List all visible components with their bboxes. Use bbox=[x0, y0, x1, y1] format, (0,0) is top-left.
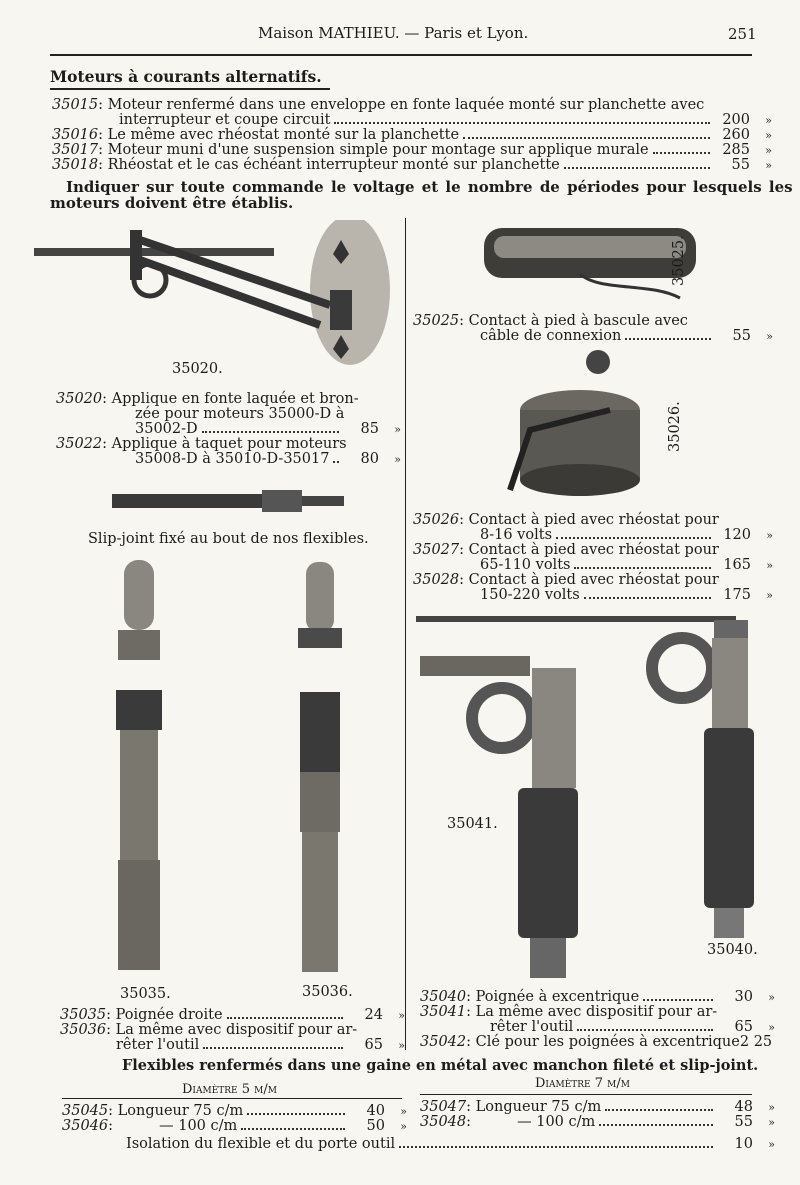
list-item: 35017 : Moteur muni d'une suspension simple pour montage sur applique murale 285 » bbox=[52, 142, 772, 158]
ref-number: 35017 bbox=[52, 142, 99, 158]
item-text: rêter l'outil bbox=[490, 1019, 574, 1035]
item-price: 30 bbox=[734, 989, 753, 1005]
list-item bbox=[56, 407, 401, 422]
flex-rule-left bbox=[62, 1098, 402, 1099]
price-mark: » bbox=[394, 423, 401, 436]
leader-dots bbox=[584, 596, 711, 599]
price-mark: » bbox=[765, 129, 772, 142]
contact-35025-entry bbox=[413, 314, 773, 344]
applique-list bbox=[56, 392, 401, 467]
item-price: 65 bbox=[364, 1037, 383, 1053]
leader-dots bbox=[227, 1016, 343, 1019]
column-divider bbox=[405, 218, 406, 1050]
item-text: — 100 c/m bbox=[517, 1114, 596, 1130]
price-mark: » bbox=[398, 1009, 405, 1022]
list-item: 35042 : Clé pour les poignées à excentrique 2 25 bbox=[420, 1034, 773, 1050]
leader-dots bbox=[463, 136, 710, 139]
list-item bbox=[52, 113, 772, 128]
item-text: Rhéostat et le cas échéant interrupteur monté sur planchette bbox=[107, 157, 560, 173]
list-item bbox=[420, 1020, 775, 1035]
item-text: Moteur muni d'une suspension simple pour montage sur applique murale bbox=[107, 142, 649, 158]
item-price: 200 bbox=[722, 112, 750, 128]
fig-35035-label: 35035. bbox=[120, 986, 171, 1002]
fig-35041-label: 35041. bbox=[447, 816, 498, 832]
item-text: Contact à pied avec rhéostat pour bbox=[468, 572, 719, 588]
item-text: Applique en fonte laquée et bron- bbox=[111, 391, 359, 407]
order-note-line2: moteurs doivent être établis. bbox=[50, 194, 294, 212]
list-item: 35040 : Poignée à excentrique 30 » bbox=[420, 989, 775, 1005]
poignee-right-list bbox=[420, 990, 775, 1050]
item-text: câble de connexion bbox=[480, 328, 622, 344]
item-price: 120 bbox=[723, 527, 751, 543]
item-text: 35008-D à 35010-D-35017 bbox=[135, 451, 330, 467]
ref-number: 35022 bbox=[56, 436, 103, 452]
item-price: 10 bbox=[734, 1136, 753, 1152]
leader-dots bbox=[564, 166, 710, 169]
list-item: 35036 : La même avec dispositif pour ar- bbox=[60, 1022, 358, 1038]
leader-dots bbox=[574, 566, 711, 569]
list-item: 35045 : Longueur 75 c/m 40 » bbox=[62, 1103, 407, 1119]
list-item: 35015 : Moteur renfermé dans une enveloppe en fonte laquée monté sur planchette avec bbox=[52, 97, 705, 113]
price-mark: » bbox=[400, 1105, 407, 1118]
leader-dots bbox=[241, 1127, 345, 1130]
item-price: 55 bbox=[731, 157, 750, 173]
fig-35040-label: 35040. bbox=[707, 942, 758, 958]
section-heading-underline bbox=[50, 88, 330, 90]
price-mark: » bbox=[768, 1138, 775, 1151]
price-mark: » bbox=[768, 1116, 775, 1129]
item-price: 55 bbox=[734, 1114, 753, 1130]
leader-dots bbox=[202, 430, 339, 433]
list-item: 35048 : — 100 c/m 55 » bbox=[420, 1114, 775, 1130]
page-number: 251 bbox=[728, 25, 757, 43]
ref-number: 35015 bbox=[52, 97, 99, 113]
leader-dots bbox=[334, 121, 710, 124]
order-note-line1: Indiquer sur toute commande le voltage et le nombre de périodes pour lesquels les bbox=[66, 178, 793, 196]
list-item bbox=[126, 1137, 775, 1152]
item-text: 150-220 volts bbox=[480, 587, 580, 603]
leader-dots bbox=[247, 1112, 345, 1115]
flex-rule-right bbox=[420, 1094, 752, 1095]
ref-number: 35041 bbox=[420, 1004, 467, 1020]
ref-number: 35035 bbox=[60, 1007, 107, 1023]
page-header-title: Maison MATHIEU. — Paris et Lyon. bbox=[258, 24, 529, 42]
slip-joint-illustration bbox=[110, 488, 350, 518]
item-text: rêter l'outil bbox=[116, 1037, 200, 1053]
item-price: 2 25 bbox=[739, 1034, 773, 1050]
list-item: 35028 : Contact à pied avec rhéostat pour bbox=[413, 572, 719, 588]
poignee-35035-illustration bbox=[110, 560, 170, 980]
price-mark: » bbox=[400, 1120, 407, 1133]
item-price: 85 bbox=[360, 421, 379, 437]
ref-number: 35018 bbox=[52, 157, 99, 173]
price-mark: » bbox=[766, 589, 773, 602]
list-item bbox=[56, 422, 401, 437]
leader-dots bbox=[653, 151, 710, 154]
item-text: Longueur 75 c/m bbox=[117, 1103, 244, 1119]
ref-number: 35048 bbox=[420, 1114, 467, 1130]
item-text: interrupteur et coupe circuit bbox=[119, 112, 331, 128]
price-mark: » bbox=[768, 991, 775, 1004]
ref-number: 35047 bbox=[420, 1099, 467, 1115]
poignee-excentrique-illustration bbox=[414, 608, 754, 988]
item-price: 165 bbox=[723, 557, 751, 573]
leader-dots bbox=[643, 998, 713, 1001]
list-item: 35018 : Rhéostat et le cas échéant interrupteur monté sur planchette 55 » bbox=[52, 157, 772, 173]
list-item bbox=[413, 588, 773, 603]
item-text: Le même avec rhéostat monté sur la planchette bbox=[107, 127, 460, 143]
flexibles-heading: Flexibles renfermés dans une gaine en métal avec manchon fileté et slip-joint. bbox=[122, 1057, 759, 1074]
ref-number: 35020 bbox=[56, 391, 103, 407]
leader-dots bbox=[577, 1028, 713, 1031]
price-mark: » bbox=[394, 453, 401, 466]
motor-list bbox=[52, 98, 772, 173]
item-text: Contact à pied avec rhéostat pour bbox=[468, 512, 719, 528]
price-mark: » bbox=[766, 330, 773, 343]
list-item bbox=[413, 558, 773, 573]
list-item: 35035 : Poignée droite 24 » bbox=[60, 1007, 405, 1023]
item-price: 285 bbox=[722, 142, 750, 158]
item-text: La même avec dispositif pour ar- bbox=[115, 1022, 358, 1038]
ref-number: 35016 bbox=[52, 127, 99, 143]
list-item: 35041 : La même avec dispositif pour ar- bbox=[420, 1004, 718, 1020]
price-mark: » bbox=[768, 1101, 775, 1114]
item-price: 40 bbox=[366, 1103, 385, 1119]
item-text: Applique à taquet pour moteurs bbox=[111, 436, 347, 452]
item-price: 48 bbox=[734, 1099, 753, 1115]
leader-dots bbox=[556, 536, 711, 539]
item-text: Moteur renfermé dans une enveloppe en fonte laquée monté sur planchette avec bbox=[107, 97, 705, 113]
leader-dots bbox=[605, 1108, 713, 1111]
ref-number: 35027 bbox=[413, 542, 460, 558]
list-item: 35016 : Le même avec rhéostat monté sur la planchette 260 » bbox=[52, 127, 772, 143]
section-heading-moteurs: Moteurs à courants alternatifs. bbox=[50, 67, 322, 86]
price-mark: » bbox=[398, 1039, 405, 1052]
contact-rheostat-list bbox=[413, 513, 773, 603]
ref-number: 35036 bbox=[60, 1022, 107, 1038]
ref-number: 35045 bbox=[62, 1103, 109, 1119]
poignee-left-list bbox=[60, 1008, 405, 1053]
fig-35026-label: 35026. bbox=[667, 401, 683, 452]
item-text: Contact à pied à bascule avec bbox=[468, 313, 688, 329]
item-price: 65 bbox=[734, 1019, 753, 1035]
list-item: 35022 : Applique à taquet pour moteurs bbox=[56, 436, 347, 452]
list-item bbox=[60, 1038, 405, 1053]
item-text: Poignée droite bbox=[115, 1007, 223, 1023]
price-mark: » bbox=[765, 144, 772, 157]
flex-left-list bbox=[62, 1104, 407, 1134]
ref-number: 35028 bbox=[413, 572, 460, 588]
item-price: 260 bbox=[722, 127, 750, 143]
item-text: Poignée à excentrique bbox=[475, 989, 640, 1005]
ref-number: 35042 bbox=[420, 1034, 467, 1050]
price-mark: » bbox=[766, 559, 773, 572]
leader-dots bbox=[399, 1145, 713, 1148]
list-item: 35020 : Applique en fonte laquée et bron- bbox=[56, 391, 359, 407]
list-item: 35025 : Contact à pied à bascule avec bbox=[413, 313, 688, 329]
item-text: 8-16 volts bbox=[480, 527, 553, 543]
item-price: 175 bbox=[723, 587, 751, 603]
item-text: Isolation du flexible et du porte outil bbox=[126, 1136, 396, 1152]
fig-35020-label: 35020. bbox=[172, 361, 223, 377]
leader-dots bbox=[599, 1123, 713, 1126]
price-mark: » bbox=[768, 1021, 775, 1034]
price-mark: » bbox=[765, 159, 772, 172]
fig-35036-label: 35036. bbox=[302, 984, 353, 1000]
list-item: 35026 : Contact à pied avec rhéostat pour bbox=[413, 512, 719, 528]
item-text: — 100 c/m bbox=[159, 1118, 238, 1134]
ref-number: 35046 bbox=[62, 1118, 109, 1134]
item-price: 55 bbox=[732, 328, 751, 344]
fig-35025-label: 35025. bbox=[671, 235, 687, 286]
item-text: zée pour moteurs 35000-D à bbox=[135, 406, 345, 422]
item-text: La même avec dispositif pour ar- bbox=[475, 1004, 718, 1020]
item-price: 80 bbox=[360, 451, 379, 467]
ref-number: 35040 bbox=[420, 989, 467, 1005]
list-item: 35027 : Contact à pied avec rhéostat pour bbox=[413, 542, 719, 558]
item-price: 24 bbox=[364, 1007, 383, 1023]
item-text: Clé pour les poignées à excentrique bbox=[475, 1034, 740, 1050]
item-price: 50 bbox=[366, 1118, 385, 1134]
applique-35020-illustration bbox=[30, 220, 390, 380]
item-text: Contact à pied avec rhéostat pour bbox=[468, 542, 719, 558]
header-rule bbox=[50, 54, 752, 56]
list-item: 35047 : Longueur 75 c/m 48 » bbox=[420, 1099, 775, 1115]
leader-dots bbox=[625, 337, 711, 340]
price-mark: » bbox=[766, 529, 773, 542]
list-item bbox=[56, 452, 401, 467]
diametre-5-heading: Diamètre 5 m/m bbox=[182, 1082, 277, 1097]
contact-35026-illustration bbox=[490, 350, 660, 500]
item-text: 35002-D bbox=[135, 421, 198, 437]
ref-number: 35026 bbox=[413, 512, 460, 528]
slip-joint-caption: Slip-joint fixé au bout de nos flexibles. bbox=[88, 531, 369, 547]
list-item bbox=[413, 528, 773, 543]
price-mark: » bbox=[765, 114, 772, 127]
leader-dots bbox=[203, 1046, 343, 1049]
poignee-36-illustration bbox=[294, 562, 354, 982]
ref-number: 35025 bbox=[413, 313, 460, 329]
list-item bbox=[413, 329, 773, 344]
list-item: 35046 : — 100 c/m 50 » bbox=[62, 1118, 407, 1134]
item-text: Longueur 75 c/m bbox=[475, 1099, 602, 1115]
item-text: 65-110 volts bbox=[480, 557, 571, 573]
leader-dots bbox=[333, 460, 339, 463]
diametre-7-heading: Diamètre 7 m/m bbox=[535, 1076, 630, 1091]
isolation-line bbox=[126, 1137, 775, 1152]
flex-right-list bbox=[420, 1100, 775, 1130]
